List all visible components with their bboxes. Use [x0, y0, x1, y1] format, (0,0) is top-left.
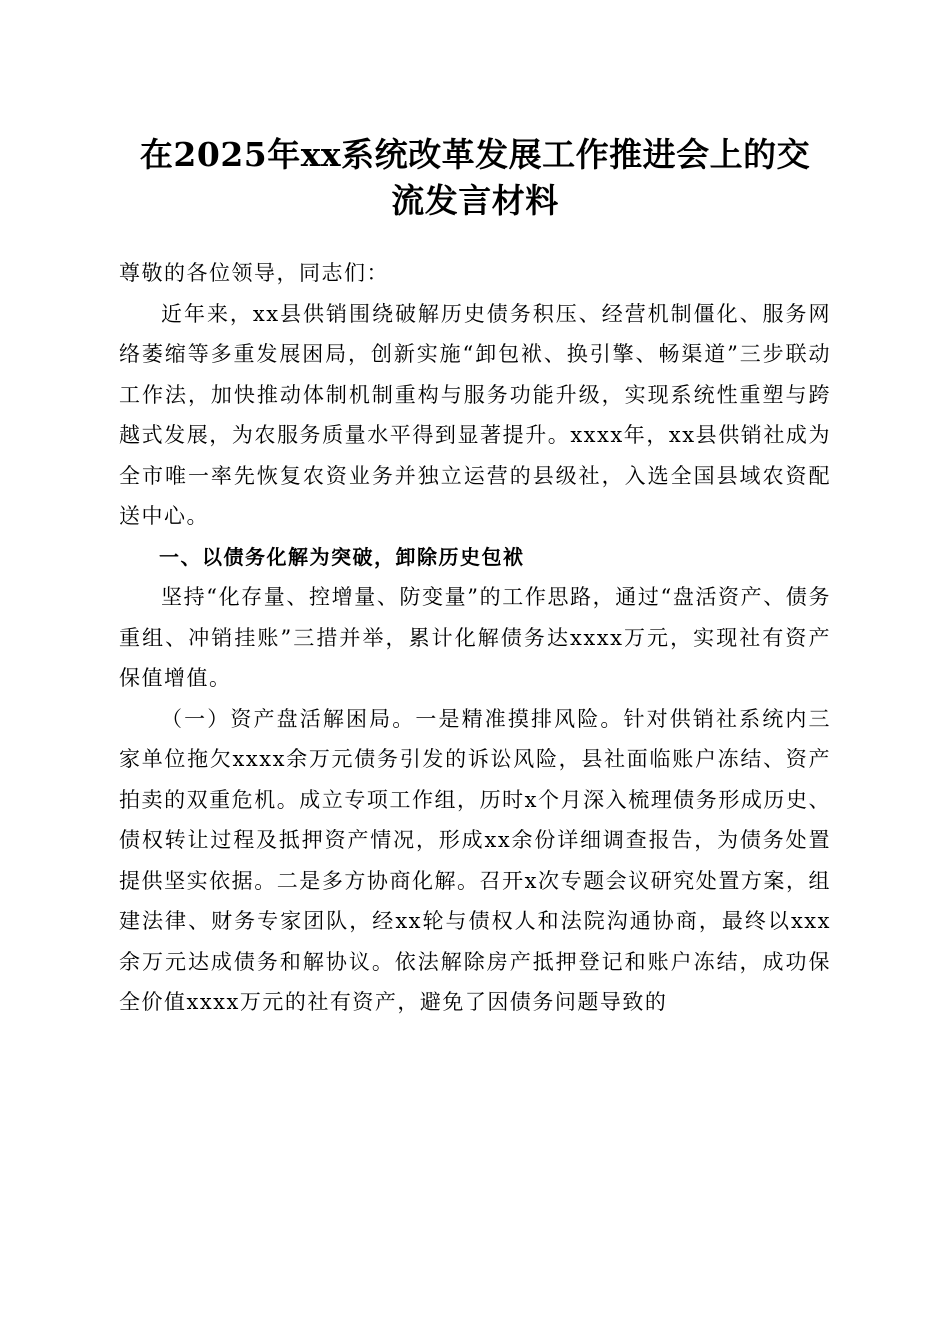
document-title — [110, 132, 840, 224]
subsection-1-paragraph — [119, 699, 831, 1023]
document-title-line-2: 流发言材料 — [391, 181, 559, 220]
subsection-1-label: （一）资产盘活解困局。 — [161, 706, 416, 731]
section-1-heading: 一、以债务化解为突破，卸除历史包袱 — [159, 544, 525, 569]
section-1-paragraph: 坚持“化存量、控增量、防变量”的工作思路，通过“盘活资产、债务重组、冲销挂账”三措并举，累计化解债务达xxxx万元，实现社有资产保值增值。 — [119, 585, 831, 690]
document-title-line-1: 在2025年xx系统改革发展工作推进会上的交 — [139, 135, 811, 174]
document-body — [119, 253, 831, 1023]
salutation: 尊敬的各位领导，同志们： — [119, 261, 389, 285]
intro-paragraph: 近年来，xx县供销围绕破解历史债务积压、经营机制僵化、服务网络萎缩等多重发展困局，创新实施“卸包袱、换引擎、畅渠道”三步联动工作法，加快推动体制机制重构与服务功能升级，实现系统性重塑与跨越式发展，为农服务质量水平得到显著提升。xxxx年，xx县供销社成为全市唯一率先恢复农资业务并独立运营的县级社，入选全国县域农资配送中心。 — [119, 301, 831, 528]
subsection-1-text: 一是精准摸排风险。针对供销社系统内三家单位拖欠xxxx余万元债务引发的诉讼风险，县社面临账户冻结、资产拍卖的双重危机。成立专项工作组，历时x个月深入梳理债务形成历史、债权转让过程及抵押资产情况，形成xx余份详细调查报告，为债务处置提供坚实依据。二是多方协商化解。召开x次专题会议研究处置方案，组建法律、财务专家团队，经xx轮与债权人和法院沟通协商，最终以xxx余万元达成债务和解协议。依法解除房产抵押登记和账户冻结，成功保全价值xxxx万元的社有资产，避免了因债务问题导致的 — [119, 706, 831, 1014]
